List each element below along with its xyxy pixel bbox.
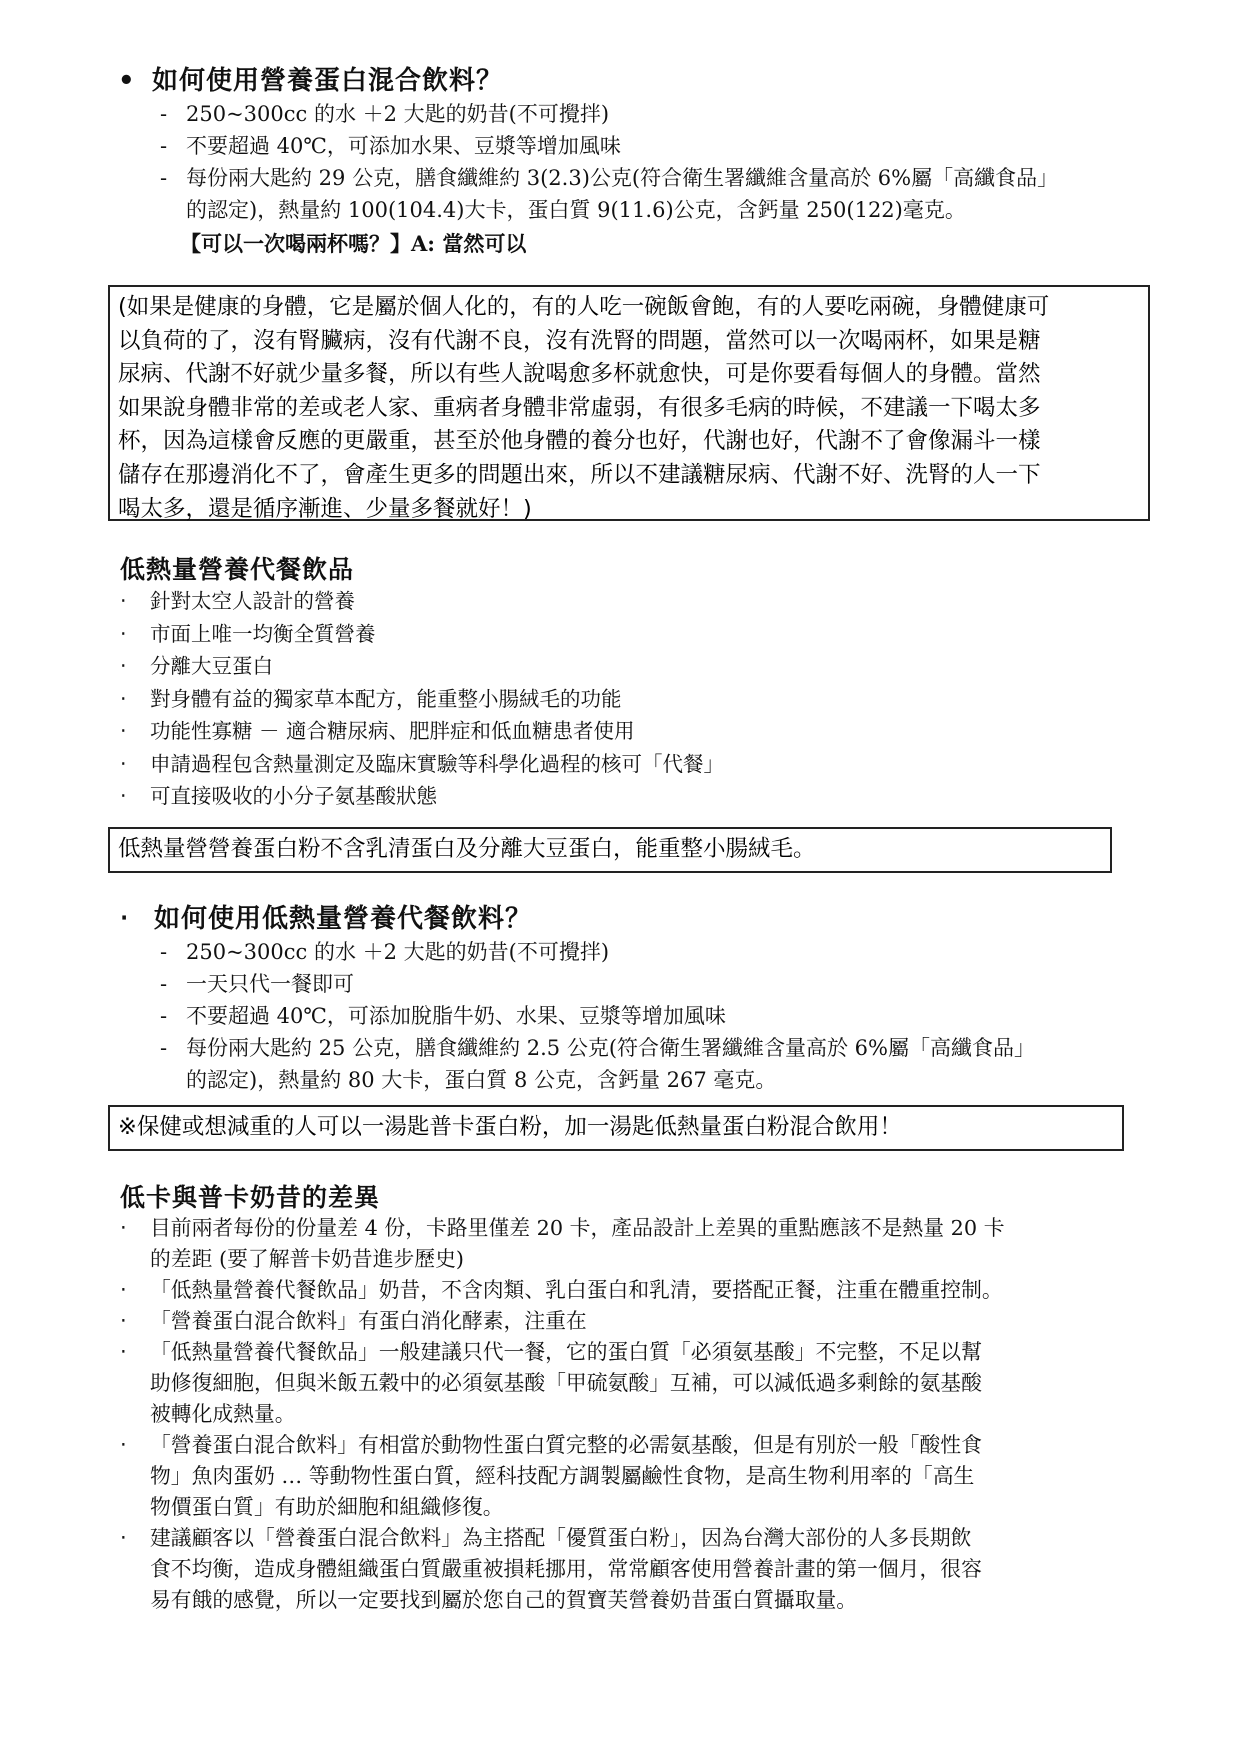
list-item: ‧ 「營養蛋白混合飲料」有相當於動物性蛋白質完整的必需氨基酸，但是有別於一般「酸性食 物」魚肉蛋奶 … 等動物性蛋白質，經科技配方調製屬鹼性食物，是高生物利用率的「高生 物價蛋白質」有助於細胞和組織修復。: [120, 1430, 1005, 1523]
list-item: ‧ 「低熱量營養代餐飲品」一般建議只代一餐，它的蛋白質「必須氨基酸」不完整，不足以幫 助修復細胞，但與米飯五穀中的必須氨基酸「甲硫氨酸」互補，可以減低過多剩餘的氨基酸 被轉化成熱量。: [120, 1337, 1005, 1430]
box-line: 喝太多，還是循序漸進、少量多餐就好！): [118, 495, 532, 522]
box-line: 杯，因為這樣會反應的更嚴重，甚至於他身體的養分也好，代謝也好，代謝不了會像漏斗一樣: [118, 428, 1041, 455]
bullet-icon: ‧: [120, 1526, 127, 1550]
tip-box: [108, 1105, 1124, 1151]
box-line: (如果是健康的身體，它是屬於個人化的，有的人吃一碗飯會飽，有的人要吃兩碗，身體健康可: [118, 294, 1050, 320]
bullet-icon: ‧: [120, 1309, 127, 1333]
tip-text: ※保健或想減重的人可以一湯匙普卡蛋白粉，加一湯匙低熱量蛋白粉混合飲用！: [118, 1114, 902, 1140]
bullet-icon: ‧: [120, 589, 127, 613]
document-page: • 如何使用營養蛋白混合飲料？ - 250~300cc 的水 ＋2 大匙的奶昔(不可攪拌) - 不要超過 40℃，可添加水果、豆漿等增加風味 - 每份兩大匙約 29 公克，膳食纖維約 3(2.3)公克(符合衛生署纖維含量高於 6%屬「高纖食品」 的認定)，熱量約 100(104.4)大卡，蛋白質 9(11.6)公克，含鈣量 250(122)毫克。 【可以一次喝兩杯嗎？】A: 當然可以 (如果是健康的身體，它是屬於個人化的，有的人吃一碗飯會飽，有的人要吃兩碗，身體健康可 以負荷的了，沒有腎臟病，沒有代謝不良，沒有洗腎的問題，當然可以一次喝兩杯，如果是糖 尿病、代謝不好就少量多餐，所以有些人說喝愈多杯就愈快，可是你要看每個人的身體。當然 如果說身體非常的差或老人家、重病者身體非常虛弱，有很多毛病的時候，不建議一下喝太多 杯，因為這樣會反應的更嚴重，甚至於他身體的養分也好，代謝也好，代謝不了會像漏斗一樣 儲存在那邊消化不了，會產生更多的問題出來，所以不建議糖尿病、代謝不好、洗腎的人一下 喝太多，還是循序漸進、少量多餐就好！) 低熱量營養代餐飲品 ‧ 針對太空人設計的營養 ‧ 市面上唯一均衡全質營養 ‧ 分離大豆蛋白 ‧ 對身體有益的獨家草本配方，能重整小腸絨毛的功能 ‧ 功能性寡糖 － 適合糖尿病、肥胖症和低血糖患者使用 ‧ 申請過程包含熱量測定及臨床實驗等科學化過程的核可「代餐」 ‧ 可直接吸收的小分子氨基酸狀態 低熱量營營養蛋白粉不含乳清蛋白及分離大豆蛋白，能重整小腸絨毛。 ‧ 如何使用低熱量營養代餐飲料？ - 250~300cc 的水 ＋2 大匙的奶昔(不可攪拌) - 一天只代一餐即可 - 不要超過 40℃，可添加脫脂牛奶、水果、豆漿等增加風味 - 每份兩大匙約 25 公克，膳食纖維約 2.5 公克(符合衛生署纖維含量高於 6%屬「高纖食品」 的認定)，熱量約 80 大卡，蛋白質 8 公克，含鈣量 267 毫克。 ※保健或想減重的人可以一湯匙普卡蛋白粉，加一湯匙低熱量蛋白粉混合飲用！ 低卡與普卡奶昔的差異 ‧ 目前兩者每份的份量差 4 份，卡路里僅差 20 卡，產品設計上差異的重點應該不是熱量 20 卡 的差距 (要了解普卡奶昔進步歷史) ‧ 「低熱量營養代餐飲品」奶昔，不含肉類、乳白蛋白和乳清，要搭配正餐，注重在體重控制。 ‧ 「營養蛋白混合飲料」有蛋白消化酵素，注重在 ‧ 「低熱量營養代餐飲品」一般建議只代一餐，它的蛋白質「必須氨基酸」不完整，不足以幫 助修復細胞，但與米飯五穀中的必須氨基酸「甲硫氨酸」互補，可以減低過多剩餘的氨基酸 被轉化成熱量。 ‧ 「營養蛋白混合飲料」有相當於動物性蛋白質完整的必需氨基酸，但是有別於一般「酸性食 物」魚肉蛋奶 … 等動物性蛋白質，經科技配方調製屬鹼性食物，是高生物利用率的「高生 物價蛋白質」有助於細胞和組織修復。 ‧ 建議顧客以「營養蛋白混合飲料」為主搭配「優質蛋白粉」，因為台灣大部份的人多長期飲 食不均衡，造成身體組織蛋白質嚴重被損耗挪用，常常顧客使用營養計畫的第一個月，很容 易有餓的感覺，所以一定要找到屬於您自己的賀寶芙營養奶昔蛋白質攝取量。: [0, 0, 1241, 1754]
bullet-icon: ‧: [120, 751, 127, 776]
bullet-icon: ‧: [120, 654, 127, 678]
section1-heading: [118, 60, 503, 97]
bullet-icon: ‧: [120, 1340, 127, 1364]
bullet-icon: ‧: [120, 1216, 127, 1240]
section2-title: 低熱量營養代餐飲品: [120, 555, 355, 584]
bullet-icon: ‧: [120, 621, 127, 646]
section3-heading-text: 如何使用低熱量營養代餐飲料？: [154, 904, 533, 934]
bullet-icon: ‧: [120, 1278, 127, 1302]
list-item: ‧ 目前兩者每份的份量差 4 份，卡路里僅差 20 卡，產品設計上差異的重點應該不是熱量 20 卡 的差距 (要了解普卡奶昔進步歷史): [120, 1213, 1005, 1275]
bullet-icon: •: [118, 66, 136, 96]
note-text: 低熱量營營養蛋白粉不含乳清蛋白及分離大豆蛋白，能重整小腸絨毛。: [118, 836, 816, 862]
box-line: 以負荷的了，沒有腎臟病，沒有代謝不良，沒有洗腎的問題，當然可以一次喝兩杯，如果是糖: [118, 327, 1041, 354]
note-box: [108, 827, 1112, 873]
bullet-icon: ‧: [120, 904, 130, 934]
bullet-icon: ‧: [120, 784, 127, 808]
section1-heading-text: 如何使用營養蛋白混合飲料？: [152, 66, 504, 96]
bullet-icon: ‧: [120, 1433, 127, 1457]
box-line: 尿病、代謝不好就少量多餐，所以有些人說喝愈多杯就愈快，可是你要看每個人的身體。當然: [118, 361, 1041, 388]
section4-title: 低卡與普卡奶昔的差異: [120, 1183, 381, 1212]
bullet-icon: ‧: [120, 719, 127, 743]
list-item: ‧ 建議顧客以「營養蛋白混合飲料」為主搭配「優質蛋白粉」，因為台灣大部份的人多長期飲 食不均衡，造成身體組織蛋白質嚴重被損耗挪用，常常顧客使用營養計畫的第一個月，很容 易有餓的感覺，所以一定要找到屬於您自己的賀寶芙營養奶昔蛋白質攝取量。: [120, 1523, 1005, 1616]
section1-qa: 【可以一次喝兩杯嗎？】A: 當然可以: [180, 231, 527, 256]
bullet-icon: ‧: [120, 686, 127, 711]
explanation-box: [108, 285, 1150, 521]
section4-list: [120, 1213, 1005, 1616]
box-line: 儲存在那邊消化不了，會產生更多的問題出來，所以不建議糖尿病、代謝不好、洗腎的人一下: [118, 461, 1041, 488]
section3-heading: [120, 898, 532, 935]
list-item: ‧ 「低熱量營養代餐飲品」奶昔，不含肉類、乳白蛋白和乳清，要搭配正餐，注重在體重控制。: [120, 1275, 1005, 1306]
box-line: 如果說身體非常的差或老人家、重病者身體非常虛弱，有很多毛病的時候，不建議一下喝太多: [118, 394, 1041, 421]
list-item: ‧ 「營養蛋白混合飲料」有蛋白消化酵素，注重在: [120, 1306, 1005, 1337]
